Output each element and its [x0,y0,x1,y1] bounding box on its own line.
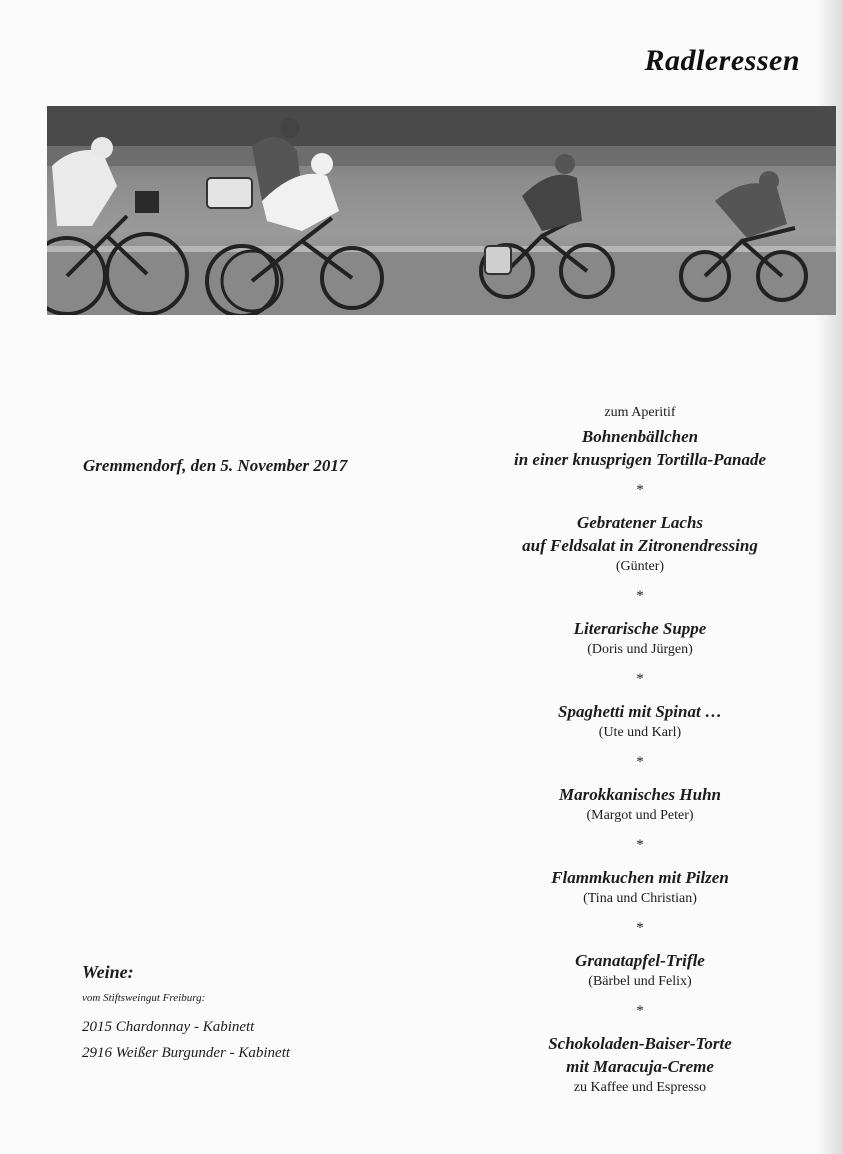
wines-title: Weine: [82,962,134,982]
course-separator: * [636,754,644,770]
course-4 [440,700,840,771]
course-dish: Flammkuchen mit Pilzen [551,868,729,887]
menu-intro: zum Aperitif [604,405,676,420]
course-dish: Marokkanisches Huhn [558,785,722,804]
course-6 [440,866,840,937]
course-5 [440,783,840,854]
course-dish: Bohnenbällchen [581,427,699,446]
course-1 [440,425,840,499]
course-dish: in einer knusprigen Tortilla-Panade [513,450,767,469]
course-dish: mit Maracuja-Creme [566,1057,714,1076]
course-separator: * [636,588,644,604]
course-separator: * [636,920,644,936]
course-cook: (Doris und Jürgen) [587,642,693,657]
course-dish: Literarische Suppe [573,619,707,638]
wines-source: vom Stiftsweingut Freiburg: [82,992,206,1004]
wine-item: 2015 Chardonnay - Kabinett [82,1019,255,1035]
course-dish: Schokoladen-Baiser-Torte [548,1034,732,1053]
course-dish: Gebratener Lachs [576,513,704,532]
course-2 [440,511,840,605]
course-dish: auf Feldsalat in Zitronendressing [522,536,758,555]
course-separator: * [636,482,644,498]
course-3 [440,617,840,688]
wines-section [82,961,290,1069]
course-cook: (Günter) [615,559,665,574]
course-dish: Granatapfel-Trifle [575,951,705,970]
course-cook: zu Kaffee und Espresso [573,1080,707,1095]
course-cook: (Bärbel und Felix) [588,974,692,989]
page-title: Radleressen [644,44,800,77]
course-8 [440,1032,840,1098]
course-separator: * [636,671,644,687]
wine-item: 2916 Weißer Burgunder - Kabinett [82,1045,291,1061]
course-separator: * [636,837,644,853]
course-cook: (Ute und Karl) [598,725,682,740]
course-cook: (Margot und Peter) [586,808,694,823]
course-dish: Spaghetti mit Spinat … [558,702,722,721]
cyclists-photo [47,106,836,315]
course-cook: (Tina und Christian) [583,891,697,906]
course-7 [440,949,840,1020]
course-separator: * [636,1003,644,1019]
event-date: Gremmendorf, den 5. November 2017 [83,456,348,475]
menu [440,403,840,1098]
